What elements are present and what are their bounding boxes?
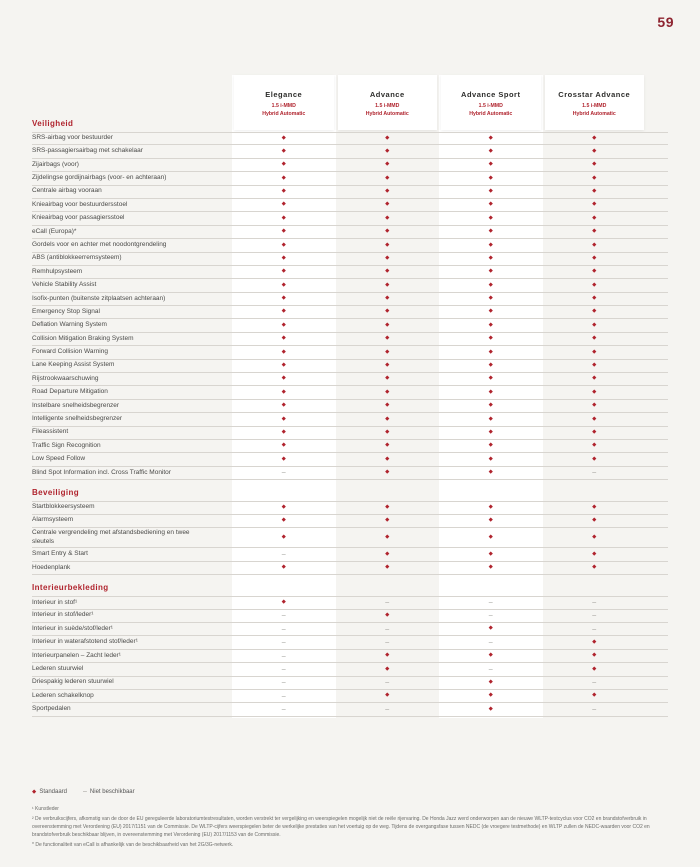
standard-marker: ◆: [385, 415, 390, 422]
not-available-marker: –: [488, 599, 493, 607]
not-available-marker: –: [385, 625, 390, 633]
feature-label: Remhulpsysteem: [32, 267, 83, 275]
spec-row: [32, 690, 668, 703]
spec-row: [32, 346, 668, 359]
spec-row: [32, 145, 668, 158]
standard-marker: ◆: [488, 254, 493, 261]
standard-marker: ◆: [592, 388, 597, 395]
feature-label: Intelligente snelheidsbegrenzer: [32, 415, 122, 423]
standard-marker: ◆: [592, 692, 597, 699]
feature-label: Vehicle Stability Assist: [32, 281, 97, 289]
standard-marker: ◆: [488, 335, 493, 342]
legend-not-available: [83, 788, 135, 795]
standard-marker: ◆: [488, 147, 493, 154]
legend-standard-label: Standaard: [39, 788, 68, 795]
not-available-marker: –: [281, 612, 286, 620]
standard-marker: ◆: [488, 705, 493, 712]
standard-marker: ◆: [488, 321, 493, 328]
footnote-wltp: ² De verbruikscijfers, afkomstig van de door de EU gereguleerde laboratoriumtestresultaten, worden verstrekt ter vergelijking en weerspiegelen mogelijk niet de reële rijervaring. De Honda Jazz werd onderworpen aan de nieuwe WLTP-testcyclus voor CO2 en brandstofverbruik in overeenstemming met Verordening (EU) 2017/1151 van de Commissie. De WLTP-cijfers weerspiegelen beter de werkelijke prestaties van het voertuig op de weg. Tijdens de overgangsfase tussen NEDC (de vroegere testmethode) en WLTP zullen de NEDC-waarden voor CO2 en brandstofverbruik beschikbaar blijven, in overeenstemming met Verordening (EU) 2017/1153 van de Commissie.: [32, 816, 650, 838]
not-available-marker: –: [592, 625, 597, 633]
feature-label: Knieairbag voor passagiersstoel: [32, 214, 125, 222]
standard-marker: ◆: [281, 147, 286, 154]
standard-marker: ◆: [488, 348, 493, 355]
standard-marker: ◆: [281, 564, 286, 571]
feature-label: Isofix-punten (buitenste zitplaatsen achteraan): [32, 294, 166, 302]
standard-marker: ◆: [281, 442, 286, 449]
spec-row: [32, 413, 668, 426]
standard-marker: ◆: [488, 362, 493, 369]
standard-marker: ◆: [488, 533, 493, 540]
standard-marker: ◆: [488, 625, 493, 632]
standard-marker: ◆: [385, 147, 390, 154]
spec-table-body: [32, 75, 668, 717]
standard-marker: ◆: [592, 652, 597, 659]
standard-marker: ◆: [488, 295, 493, 302]
standard-marker: ◆: [592, 415, 597, 422]
standard-marker: ◆: [592, 665, 597, 672]
standard-marker: ◆: [281, 187, 286, 194]
legend: [32, 788, 668, 795]
not-available-marker: –: [488, 639, 493, 647]
standard-marker: ◆: [281, 504, 286, 511]
page-number: 59: [657, 14, 674, 30]
legend-na-label: Niet beschikbaar: [89, 789, 135, 795]
spec-row: [32, 212, 668, 225]
spec-row: [32, 515, 668, 528]
not-available-marker: –: [592, 612, 597, 620]
section-heading: Interieurbekleding: [32, 583, 109, 593]
standard-marker: ◆: [281, 268, 286, 275]
standard-marker: ◆: [281, 281, 286, 288]
not-available-marker: –: [281, 625, 286, 633]
spec-row: [32, 386, 668, 399]
standard-marker: ◆: [281, 335, 286, 342]
footnotes: [32, 805, 668, 849]
standard-marker: ◆: [592, 134, 597, 141]
not-available-marker: –: [281, 692, 286, 700]
standard-marker: ◆: [281, 388, 286, 395]
not-available-marker: –: [281, 469, 286, 477]
standard-marker: ◆: [385, 665, 390, 672]
standard-marker: ◆: [385, 516, 390, 523]
not-available-marker: –: [281, 639, 286, 647]
spec-row: [32, 279, 668, 292]
spec-row: [32, 293, 668, 306]
legend-standard: [32, 789, 67, 795]
not-available-marker: –: [385, 679, 390, 687]
feature-label: Lederen stuurwiel: [32, 665, 84, 673]
not-available-marker: –: [592, 599, 597, 607]
spec-row: [32, 319, 668, 332]
not-available-marker: –: [281, 679, 286, 687]
standard-marker: ◆: [488, 241, 493, 248]
standard-marker: ◆: [385, 375, 390, 382]
trim-name: Advance: [369, 90, 405, 99]
feature-label: Rijstrookwaarschuwing: [32, 374, 99, 382]
feature-label: Sportpedalen: [32, 705, 71, 713]
standard-marker: ◆: [281, 599, 286, 606]
standard-marker: ◆: [385, 161, 390, 168]
standard-marker: ◆: [592, 428, 597, 435]
not-available-marker: –: [281, 551, 286, 559]
spec-row: [32, 610, 668, 623]
standard-marker: ◆: [385, 295, 390, 302]
spec-table: [32, 75, 668, 717]
standard-marker: ◆: [592, 308, 597, 315]
trim-name: Crosstar Advance: [558, 90, 631, 99]
spec-row: [32, 650, 668, 663]
feature-label: Zijairbags (voor): [32, 160, 79, 168]
standard-marker: ◆: [385, 469, 390, 476]
feature-label: ABS (antiblokkeerremsysteem): [32, 254, 122, 262]
not-available-marker: –: [488, 612, 493, 620]
standard-marker: ◆: [488, 469, 493, 476]
not-available-marker: –: [385, 706, 390, 714]
spec-row: [32, 562, 668, 575]
spec-row: [32, 663, 668, 676]
not-available-marker: –: [488, 665, 493, 673]
feature-label: SRS-passagiersairbag met schakelaar: [32, 147, 143, 155]
standard-marker: ◆: [385, 228, 390, 235]
standard-marker: ◆: [385, 362, 390, 369]
feature-label: Driespakig lederen stuurwiel: [32, 678, 114, 686]
not-available-marker: –: [281, 706, 286, 714]
standard-marker: ◆: [488, 375, 493, 382]
section-heading: Beveiliging: [32, 488, 80, 498]
trim-name: Elegance: [265, 90, 303, 99]
trim-powertrain: 1.5 i-MMD Hybrid Automatic: [469, 103, 513, 118]
standard-marker: ◆: [592, 455, 597, 462]
not-available-marker: –: [281, 652, 286, 660]
standard-marker: ◆: [385, 612, 390, 619]
standard-marker: ◆: [592, 174, 597, 181]
standard-marker: ◆: [281, 455, 286, 462]
standard-marker: ◆: [488, 214, 493, 221]
feature-label: Emergency Stop Signal: [32, 307, 100, 315]
feature-label: Centrale airbag vooraan: [32, 187, 102, 195]
spec-row: [32, 306, 668, 319]
spec-row: [32, 596, 668, 609]
standard-marker: ◆: [592, 321, 597, 328]
standard-marker: ◆: [488, 134, 493, 141]
spec-row: [32, 548, 668, 561]
footnote-kunstleder: ¹ Kunstleder: [32, 806, 59, 812]
standard-marker: ◆: [488, 652, 493, 659]
footnote-ecall: * De functionaliteit van eCall is afhankelijk van de beschikbaarheid van het 2G/3G-netwerk.: [32, 842, 234, 848]
standard-marker: ◆: [488, 308, 493, 315]
standard-marker: ◆: [488, 516, 493, 523]
standard-marker: ◆: [281, 241, 286, 248]
not-available-symbol: –: [83, 788, 87, 795]
spec-row: [32, 132, 668, 145]
standard-marker: ◆: [281, 375, 286, 382]
standard-marker: ◆: [281, 533, 286, 540]
standard-marker: ◆: [592, 375, 597, 382]
spec-row: [32, 440, 668, 453]
feature-label: Lane Keeping Assist System: [32, 361, 115, 369]
standard-marker: ◆: [385, 388, 390, 395]
standard-marker: ◆: [592, 187, 597, 194]
standard-marker: ◆: [592, 348, 597, 355]
standard-marker: ◆: [488, 201, 493, 208]
feature-label: Hoedenplank: [32, 563, 71, 571]
feature-label: Interieur in stof¹: [32, 598, 78, 606]
standard-marker: ◆: [592, 504, 597, 511]
not-available-marker: –: [592, 679, 597, 687]
standard-marker: ◆: [385, 348, 390, 355]
standard-marker: ◆: [592, 254, 597, 261]
spec-row: [32, 226, 668, 239]
standard-marker: ◆: [281, 254, 286, 261]
standard-marker: ◆: [385, 321, 390, 328]
section-heading: Veiligheid: [32, 119, 74, 128]
standard-marker: ◆: [592, 147, 597, 154]
standard-marker: ◆: [385, 241, 390, 248]
feature-label: Interieur in stof/leder¹: [32, 611, 94, 619]
standard-marker: ◆: [385, 254, 390, 261]
standard-marker: ◆: [488, 187, 493, 194]
standard-marker: ◆: [385, 442, 390, 449]
standard-marker: ◆: [592, 550, 597, 557]
standard-marker: ◆: [385, 268, 390, 275]
standard-marker: ◆: [281, 428, 286, 435]
not-available-marker: –: [385, 639, 390, 647]
not-available-marker: –: [592, 706, 597, 714]
trim-powertrain: 1.5 i-MMD Hybrid Automatic: [572, 103, 616, 118]
spec-row: [32, 360, 668, 373]
standard-marker: ◆: [281, 415, 286, 422]
feature-label: Fileassistent: [32, 428, 69, 436]
spec-row: [32, 253, 668, 266]
spec-row: [32, 427, 668, 440]
spec-row: [32, 501, 668, 514]
standard-marker: ◆: [488, 161, 493, 168]
standard-marker: ◆: [592, 281, 597, 288]
standard-marker: ◆: [488, 428, 493, 435]
feature-label: Interieurpanelen – Zacht leder¹: [32, 651, 121, 659]
not-available-marker: –: [385, 599, 390, 607]
spec-row: [32, 528, 668, 549]
standard-marker: ◆: [281, 402, 286, 409]
standard-marker: ◆: [385, 402, 390, 409]
feature-label: Low Speed Follow: [32, 455, 86, 463]
standard-marker: ◆: [592, 295, 597, 302]
feature-label: Road Departure Mitigation: [32, 388, 108, 396]
spec-row: [32, 172, 668, 185]
standard-marker: ◆: [488, 174, 493, 181]
feature-label: Zijdelingse gordijnairbags (voor- en achteraan): [32, 173, 167, 181]
standard-marker: ◆: [488, 678, 493, 685]
spec-row: [32, 239, 668, 252]
feature-label: Collision Mitigation Braking System: [32, 334, 134, 342]
not-available-marker: –: [592, 469, 597, 477]
feature-label: Startblokkeersysteem: [32, 503, 95, 511]
spec-row: [32, 467, 668, 480]
standard-marker: ◆: [281, 321, 286, 328]
standard-marker: ◆: [488, 550, 493, 557]
standard-marker: ◆: [488, 455, 493, 462]
standard-marker: ◆: [281, 214, 286, 221]
standard-marker: ◆: [592, 564, 597, 571]
standard-marker: ◆: [385, 455, 390, 462]
standard-marker: ◆: [592, 268, 597, 275]
standard-marker: ◆: [385, 134, 390, 141]
standard-symbol: ◆: [32, 788, 37, 795]
standard-marker: ◆: [592, 241, 597, 248]
spec-row: [32, 677, 668, 690]
standard-marker: ◆: [488, 228, 493, 235]
spec-row: [32, 186, 668, 199]
standard-marker: ◆: [592, 335, 597, 342]
standard-marker: ◆: [592, 362, 597, 369]
spec-row: [32, 266, 668, 279]
feature-label: Deflation Warning System: [32, 321, 107, 329]
standard-marker: ◆: [488, 268, 493, 275]
standard-marker: ◆: [592, 201, 597, 208]
standard-marker: ◆: [592, 214, 597, 221]
feature-label: Alarmsysteem: [32, 516, 74, 524]
spec-row: [32, 703, 668, 716]
standard-marker: ◆: [385, 504, 390, 511]
trim-powertrain: 1.5 i-MMD Hybrid Automatic: [262, 103, 306, 118]
spec-row: [32, 453, 668, 466]
spec-row: [32, 623, 668, 636]
standard-marker: ◆: [488, 564, 493, 571]
standard-marker: ◆: [385, 335, 390, 342]
feature-label: Traffic Sign Recognition: [32, 441, 101, 449]
standard-marker: ◆: [385, 187, 390, 194]
standard-marker: ◆: [385, 550, 390, 557]
standard-marker: ◆: [281, 174, 286, 181]
standard-marker: ◆: [385, 564, 390, 571]
feature-label: Lederen schakelknop: [32, 691, 94, 699]
standard-marker: ◆: [488, 415, 493, 422]
feature-label: Centrale vergrendeling met afstandsbediening en twee sleutels: [32, 528, 190, 545]
spec-row: [32, 373, 668, 386]
feature-label: eCall (Europa)*: [32, 227, 77, 235]
page-footer: [32, 788, 668, 851]
not-available-marker: –: [281, 665, 286, 673]
standard-marker: ◆: [385, 201, 390, 208]
trim-powertrain: 1.5 i-MMD Hybrid Automatic: [365, 103, 409, 118]
standard-marker: ◆: [281, 348, 286, 355]
spec-row: [32, 636, 668, 649]
standard-marker: ◆: [488, 504, 493, 511]
standard-marker: ◆: [385, 281, 390, 288]
standard-marker: ◆: [592, 161, 597, 168]
standard-marker: ◆: [385, 428, 390, 435]
standard-marker: ◆: [281, 516, 286, 523]
standard-marker: ◆: [385, 692, 390, 699]
spec-row: [32, 400, 668, 413]
feature-label: Interieur in suède/stof/leder¹: [32, 624, 113, 632]
trim-name: Advance Sport: [461, 90, 521, 99]
standard-marker: ◆: [592, 533, 597, 540]
standard-marker: ◆: [592, 402, 597, 409]
standard-marker: ◆: [281, 308, 286, 315]
spec-row: [32, 199, 668, 212]
standard-marker: ◆: [281, 201, 286, 208]
standard-marker: ◆: [281, 134, 286, 141]
feature-label: Blind Spot Information incl. Cross Traffic Monitor: [32, 468, 171, 476]
feature-label: Smart Entry & Start: [32, 550, 88, 558]
standard-marker: ◆: [385, 533, 390, 540]
standard-marker: ◆: [488, 442, 493, 449]
standard-marker: ◆: [592, 638, 597, 645]
feature-label: SRS-airbag voor bestuurder: [32, 134, 113, 142]
standard-marker: ◆: [592, 516, 597, 523]
feature-label: Gordels voor en achter met noodontgrendeling: [32, 240, 167, 248]
standard-marker: ◆: [488, 281, 493, 288]
standard-marker: ◆: [592, 442, 597, 449]
standard-marker: ◆: [592, 228, 597, 235]
feature-label: Knieairbag voor bestuurdersstoel: [32, 200, 128, 208]
standard-marker: ◆: [281, 295, 286, 302]
feature-label: Forward Collision Warning: [32, 348, 108, 356]
standard-marker: ◆: [385, 308, 390, 315]
feature-label: Instelbare snelheidsbegrenzer: [32, 401, 120, 409]
standard-marker: ◆: [281, 362, 286, 369]
standard-marker: ◆: [385, 174, 390, 181]
standard-marker: ◆: [488, 388, 493, 395]
standard-marker: ◆: [385, 214, 390, 221]
standard-marker: ◆: [488, 402, 493, 409]
spec-row: [32, 159, 668, 172]
standard-marker: ◆: [488, 692, 493, 699]
standard-marker: ◆: [281, 161, 286, 168]
standard-marker: ◆: [385, 652, 390, 659]
spec-row: [32, 333, 668, 346]
feature-label: Interieur in waterafstotend stof/leder¹: [32, 638, 138, 646]
standard-marker: ◆: [281, 228, 286, 235]
